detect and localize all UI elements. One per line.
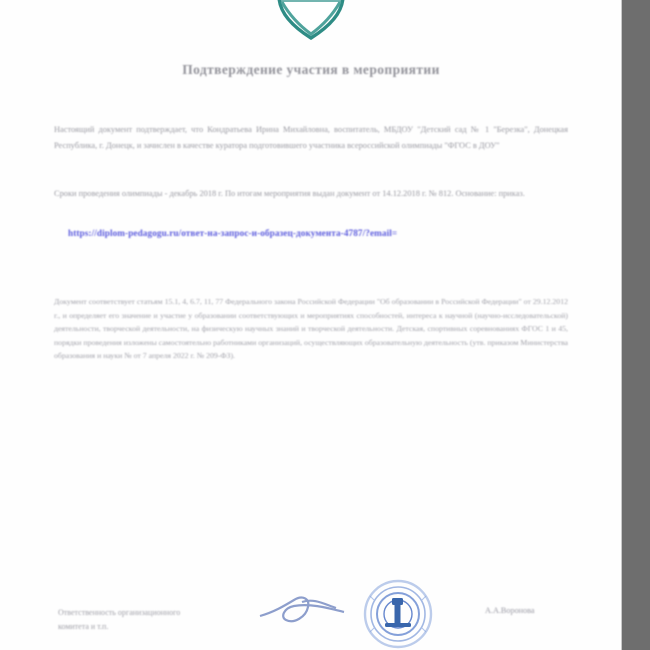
organization-logo (0, 0, 622, 46)
paragraph-main: Настоящий документ подтверждает, что Кондратьева Ирина Михайловна, воспитатель, МБДОУ "Детский сад № 1 "Березка", Донецкая Республика, г. Донецк, и зачислен в качестве куратора подготовившего участника всероссийской олимпиады "ФГОС в ДОУ" (54, 125, 568, 150)
paragraph-legal: Документ соответствует статьям 15.1, 4, 6.7, 11, 77 Федерального закона Российской Федерации "Об образовании в Российской Федерации" от 29.12.2012 г., и определяет его значение и участие у образовании соответствующих и мероприятиях способностей, интереса к научной (научно-исследовательской) деятельности, творческой деятельности, на физическую научных знаний и творческой деятельности. Детская, спортивных соревнованиях ФГОС 1 и 45, порядки проведения изложены самостоятельно работниками организаций, осуществляющих образовательную деятельность (утв. приказом Министерства образования и науки № от 7 апреля 2022 г. № 209-ФЗ). (54, 297, 568, 361)
shield-crest-logo (272, 0, 350, 44)
page-title: Подтверждение участия в мероприятии (182, 62, 440, 77)
signer-name: А.А.Воронова (485, 606, 535, 615)
viewer-scroll-strip[interactable] (622, 0, 650, 650)
footer-left-line1: Ответственность организационного (58, 608, 181, 617)
paragraph-order: Сроки проведения олимпиады - декабрь 2018 г. По итогам мероприятия выдан документ от 14.12.2018 г. № 812. Основание: приказ. (54, 189, 525, 198)
document-link[interactable]: https://diplom-pedagogu.ru/ответ-на-запрос-и-образец-документа-4787/?email= (68, 228, 398, 238)
footer-left-line2: комитета и т.п. (58, 622, 109, 631)
official-round-seal (365, 581, 431, 647)
footer-left-text (58, 606, 308, 634)
